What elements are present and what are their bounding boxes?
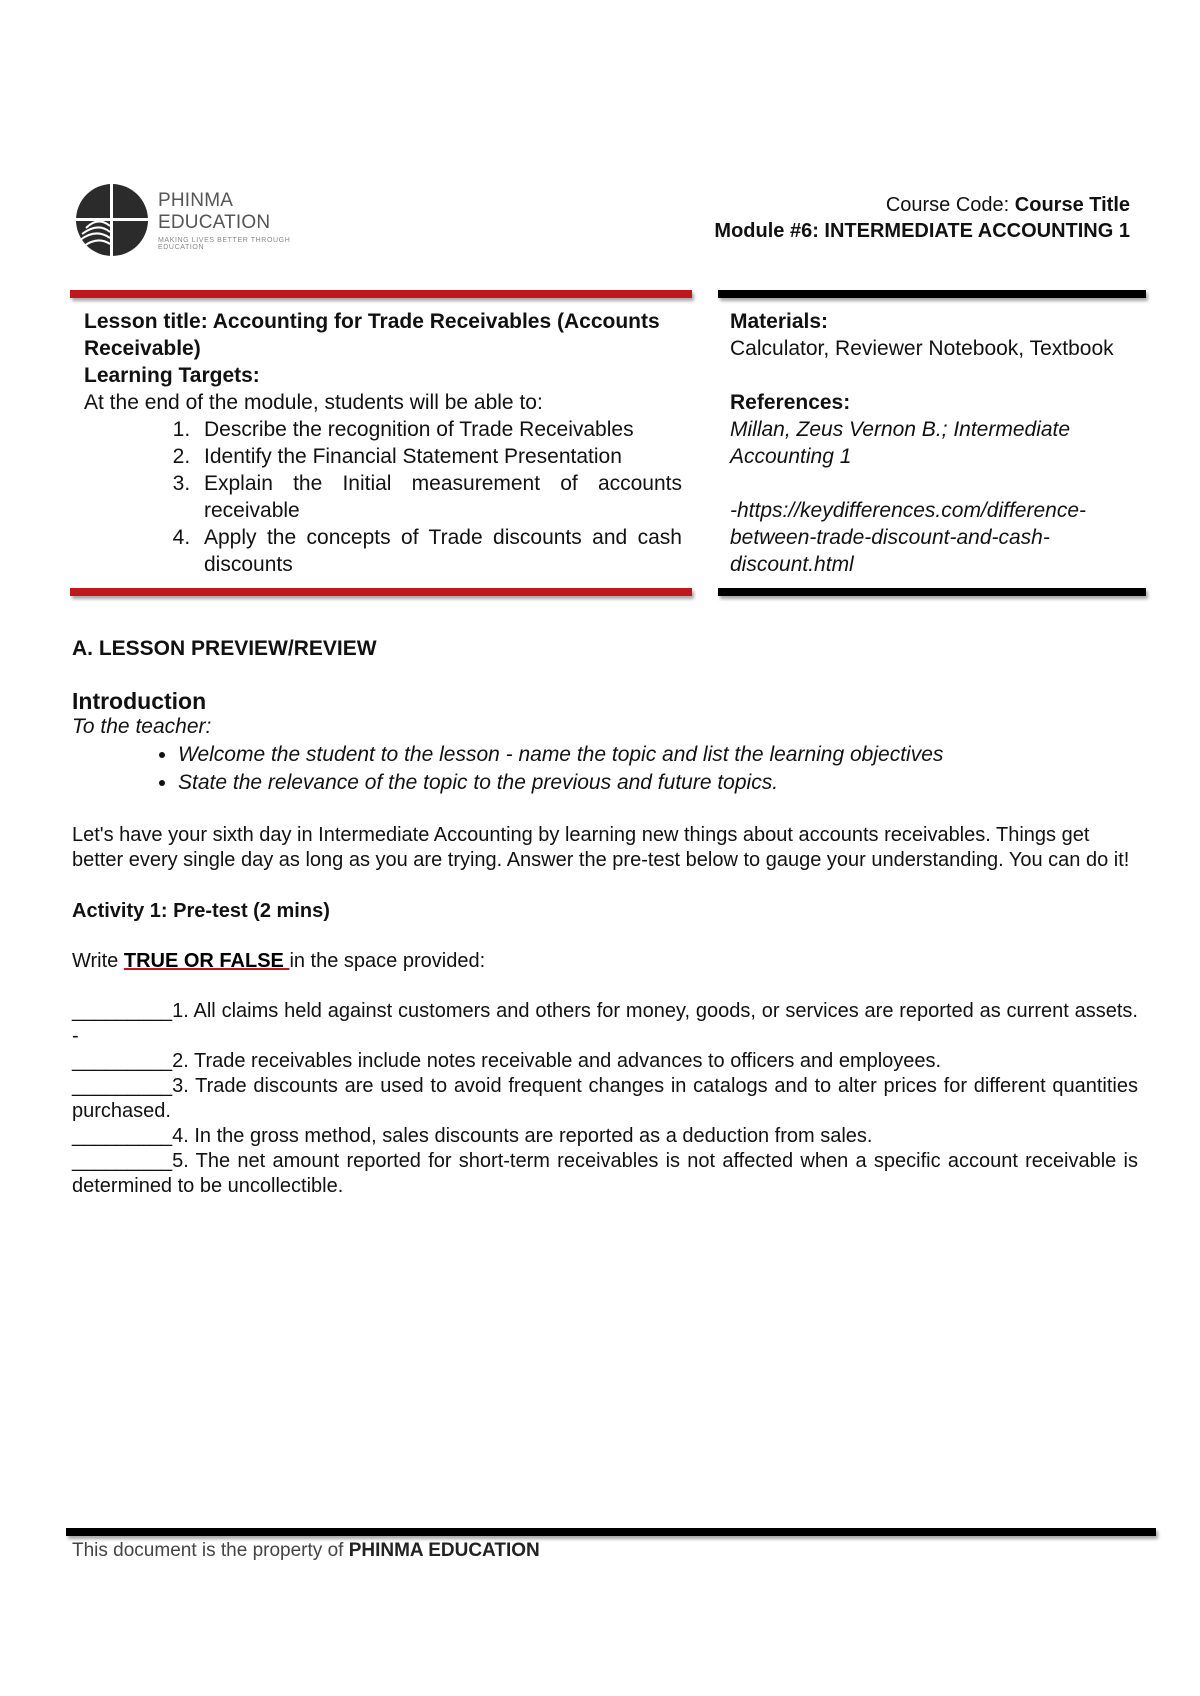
list-item: 4. Apply the concepts of Trade discounts and cash discounts xyxy=(196,524,682,578)
true-or-false-emphasis: TRUE OR FALSE xyxy=(123,950,290,972)
module-line: Module #6: INTERMEDIATE ACCOUNTING 1 xyxy=(714,220,1130,242)
learning-targets-label: Learning Targets: xyxy=(84,364,260,387)
references-label: References: xyxy=(730,391,851,414)
logo-tagline: MAKING LIVES BETTER THROUGH EDUCATION xyxy=(158,236,291,251)
materials-box-bottom-bar xyxy=(718,588,1146,596)
lesson-box-bottom-bar xyxy=(70,588,692,596)
lesson-box xyxy=(70,290,692,596)
course-header xyxy=(714,192,1130,244)
list-item: • State the relevance of the topic to the previous and future topics. xyxy=(178,769,1138,797)
list-item: 2. Identify the Financial Statement Presentation xyxy=(196,443,682,470)
targets-intro: At the end of the module, students will be able to: xyxy=(84,391,543,414)
footer xyxy=(72,1540,540,1562)
course-code-label: Course Code: xyxy=(885,194,1015,216)
pretest-item[interactable]: _________5. The net amount reported for short-term receivables is not affected when a specific account receivable is determined to be uncollectible. xyxy=(72,1150,1138,1197)
activity-heading: Activity 1: Pre-test (2 mins) xyxy=(72,900,330,922)
footer-owner: PHINMA EDUCATION xyxy=(348,1540,540,1561)
reference-link[interactable]: -https://keydifferences.com/difference-between-trade-discount-and-cash-discount.html xyxy=(730,499,1086,576)
course-title: Course Title xyxy=(1014,194,1130,216)
instruction-suffix: in the space provided: xyxy=(289,950,486,972)
pretest-item[interactable]: _________4. In the gross method, sales discounts are reported as a deduction from sales. xyxy=(72,1125,873,1147)
introduction-heading: Introduction xyxy=(72,688,207,714)
list-item: 3. Explain the Initial measurement of accounts receivable xyxy=(196,470,682,524)
reference-book: Millan, Zeus Vernon B.; Intermediate Accounting 1 xyxy=(730,418,1071,468)
phinma-logo xyxy=(74,180,334,260)
instruction-line xyxy=(72,949,1138,974)
teacher-bullets xyxy=(72,741,1138,797)
logo-name: PHINMA EDUCATION xyxy=(158,189,271,233)
phinma-globe-icon xyxy=(74,182,150,258)
list-item: • Welcome the student to the lesson - name the topic and list the learning objectives xyxy=(178,741,1138,769)
pretest-items xyxy=(72,999,1138,1199)
instruction-prefix: Write xyxy=(72,950,124,972)
materials-label: Materials: xyxy=(730,310,829,333)
lesson-body xyxy=(72,636,1138,1199)
materials-text: Calculator, Reviewer Notebook, Textbook xyxy=(730,337,1114,360)
footer-bar xyxy=(66,1528,1156,1536)
to-teacher-label: To the teacher: xyxy=(72,715,212,738)
materials-box-top-bar xyxy=(718,290,1146,298)
learning-targets-list xyxy=(84,416,682,578)
course-code-line xyxy=(714,192,1130,218)
materials-box xyxy=(718,290,1146,596)
lesson-box-top-bar xyxy=(70,290,692,298)
footer-prefix: This document is the property of xyxy=(72,1540,349,1561)
list-item: 1. Describe the recognition of Trade Receivables xyxy=(196,416,682,443)
intro-paragraph: Let's have your sixth day in Intermediate Accounting by learning new things about accounts receivables. Things get better every single day as long as you are trying. Answer the pre-test below to gauge your understanding. You can do it! xyxy=(72,824,1130,871)
lesson-title: Lesson title: Accounting for Trade Receivables (Accounts Receivable) xyxy=(84,310,660,360)
pretest-item[interactable]: _________2. Trade receivables include notes receivable and advances to officers and employees. xyxy=(72,1050,942,1072)
section-heading: A. LESSON PREVIEW/REVIEW xyxy=(72,637,377,660)
pretest-item[interactable]: _________3. Trade discounts are used to avoid frequent changes in catalogs and to alter prices for different quantities purchased. xyxy=(72,1075,1138,1122)
pretest-item[interactable]: _________1. All claims held against customers and others for money, goods, or services are reported as current assets. - xyxy=(72,1000,1138,1047)
